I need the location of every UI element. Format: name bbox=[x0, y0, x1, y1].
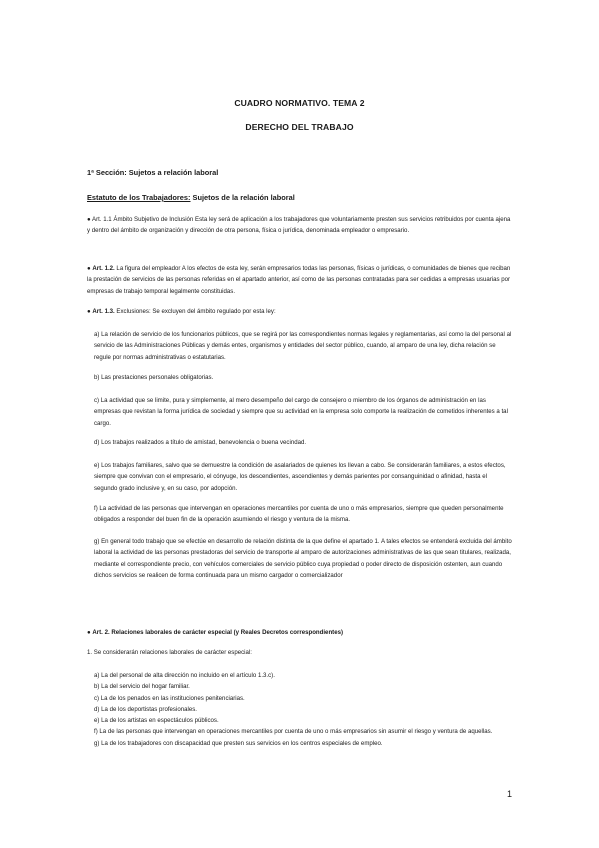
art-1-2-paragraph bbox=[87, 263, 512, 297]
art-1-3-paragraph bbox=[87, 306, 512, 317]
list-item: b) La del servicio del hogar familiar. bbox=[94, 683, 190, 691]
page-number: 1 bbox=[507, 789, 513, 799]
list-item: d) La de los deportistas profesionales. bbox=[94, 705, 197, 713]
bullet: ● bbox=[87, 265, 93, 272]
document-title: CUADRO NORMATIVO. TEMA 2 bbox=[234, 98, 365, 108]
list-item: g) La de los trabajadores con discapacidad que presten sus servicios en los centros especiales de empleo. bbox=[94, 739, 383, 747]
statute-subtitle: Sujetos de la relación laboral bbox=[190, 193, 295, 202]
statute-heading bbox=[87, 193, 295, 202]
list-item: f) La de las personas que intervengan en operaciones mercantiles por cuenta de uno o más empresarios sin asumir el riesgo y ventura de aquellas. bbox=[94, 728, 493, 736]
bullet: ● bbox=[87, 216, 93, 223]
art-1-2-text: La figura del empleador A los efectos de esta ley, serán empresarios todas las personas, físicas o jurídicas, o comunidades de bienes que reciban la prestación de servicios de las personas referidas en el apartado anterior, así como de las personas contratadas para ser cedidas a empresas usuarias por empresas de trabajo temporal legalmente constituidas. bbox=[87, 265, 511, 295]
list-item: c) La de los penados en las instituciones penitenciarias. bbox=[94, 694, 245, 702]
exclusion-d: d) Los trabajos realizados a título de amistad, benevolencia o buena vecindad. bbox=[94, 439, 307, 446]
art-2-label: Art. 2. Relaciones laborales de carácter especial (y Reales Decretos correspondientes) bbox=[92, 629, 344, 636]
art-1-2-label: Art. 1.2. bbox=[92, 265, 115, 272]
list-item: a) La del personal de alta dirección no incluido en el artículo 1.3.c). bbox=[94, 672, 275, 679]
art-1-3-text: Exclusiones: Se excluyen del ámbito regulado por esta ley: bbox=[114, 308, 276, 315]
art-2-intro: 1. Se considerarán relaciones laborales de carácter especial: bbox=[87, 649, 252, 656]
exclusion-e: e) Los trabajos familiares, salvo que se demuestre la condición de asalariados de quienes los llevan a cabo. Se considerarán familiares, a estos efectos, siempre que convivan con el empresario, el cónyuge, los descendientes, ascendientes y demás parientes por consanguinidad o afinidad, hasta el segundo grado inclusive y, en su caso, por adopción. bbox=[94, 462, 506, 492]
exclusion-c: c) La actividad que se limite, pura y simplemente, al mero desempeño del cargo de consejero o miembro de los órganos de administración en las empresas que revistan la forma jurídica de sociedad y siempre que su actividad en la empresa solo comporte la realización de cometidos inherentes a tal cargo. bbox=[94, 397, 508, 427]
section-heading: 1ª Sección: Sujetos a relación laboral bbox=[87, 168, 219, 177]
statute-name: Estatuto de los Trabajadores: bbox=[87, 193, 191, 202]
exclusion-a: a) La relación de servicio de los funcionarios públicos, que se regirá por las correspondientes normas legales y reglamentarias, así como la del personal al servicio de las Administraciones Públicas y demás entes, organismos y entidades del sector público, cuando, al amparo de una ley, dicha relación se regule por normas administrativas o estatutarias. bbox=[94, 331, 512, 361]
art-2-heading bbox=[87, 627, 512, 638]
list-item: e) La de los artistas en espectáculos públicos. bbox=[94, 717, 219, 725]
exclusion-f: f) La actividad de las personas que intervengan en operaciones mercantiles por cuenta de uno o más empresarios, siempre que queden personalmente obligados a responder del buen fin de la operación asumiendo el riesgo y ventura de la misma. bbox=[94, 505, 504, 524]
special-relations-list bbox=[94, 670, 514, 749]
art-1-3-label: Art. 1.3. bbox=[92, 308, 115, 315]
exclusion-b: b) Las prestaciones personales obligatorias. bbox=[94, 374, 214, 381]
exclusion-g: g) En general todo trabajo que se efectúe en desarrollo de relación distinta de la que define el apartado 1. A tales efectos se entenderá excluida del ámbito laboral la actividad de las personas prestadoras del servicio de transporte al amparo de autorizaciones administrativas de las que sean titulares, realizada, mediante el correspondiente precio, con vehículos comerciales de servicio público cuya propiedad o poder directo de disposición ostenten, aun cuando dichos servicios se realicen de forma continuada para un mismo cargador o comercializador bbox=[94, 538, 512, 580]
bullet: ● bbox=[87, 308, 93, 315]
art-1-1-text: Art. 1.1 Ámbito Subjetivo de Inclusión Esta ley será de aplicación a los trabajadores que voluntariamente presten sus servicios retribuidos por cuenta ajena y dentro del ámbito de organización y dirección de otra persona, física o jurídica, denominada empleador o empresario. bbox=[87, 216, 511, 235]
document-subtitle: DERECHO DEL TRABAJO bbox=[245, 122, 354, 132]
art-1-1-paragraph bbox=[87, 214, 512, 237]
bullet: ● bbox=[87, 629, 93, 636]
